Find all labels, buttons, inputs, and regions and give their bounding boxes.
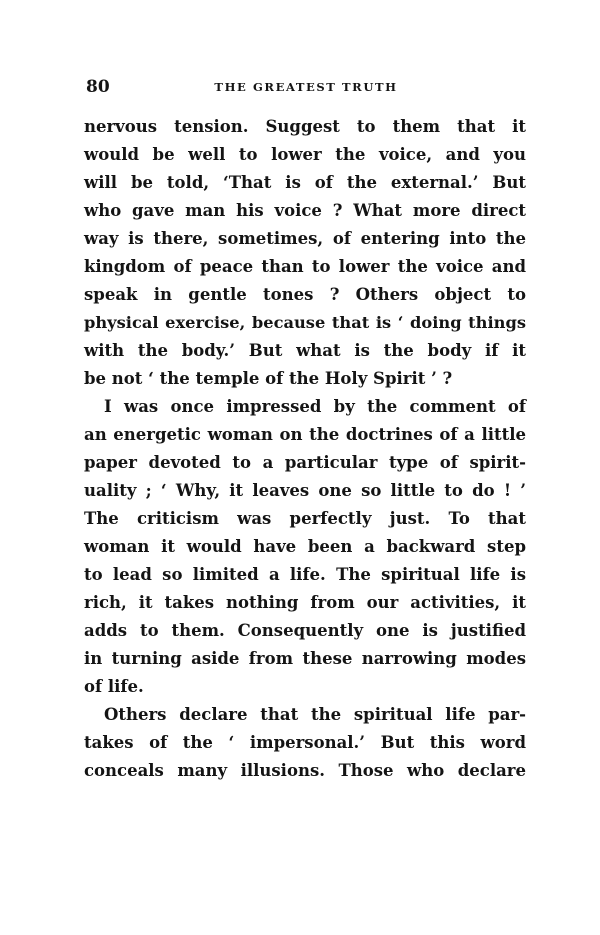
- body-text: [84, 113, 526, 785]
- text-line: woman it would have been a backward step: [84, 537, 526, 556]
- text-line: of life.: [84, 677, 144, 696]
- text-line: physical exercise, because that is ‘ doing things: [84, 313, 526, 332]
- text-line: way is there, sometimes, of entering into the: [84, 229, 526, 248]
- text-line: who gave man his voice ? What more direct: [84, 201, 526, 220]
- text-line: adds to them. Consequently one is justified: [84, 621, 526, 640]
- text-line: Others declare that the spiritual life par-: [104, 705, 526, 724]
- text-line: will be told, ‘That is of the external.’ But: [84, 173, 526, 192]
- paragraph: [84, 701, 526, 785]
- text-line: would be well to lower the voice, and you: [84, 145, 526, 164]
- text-line: uality ; ‘ Why, it leaves one so little to do ! ’: [84, 481, 526, 500]
- paragraph: [84, 393, 526, 701]
- running-head: [86, 76, 526, 100]
- text-line: conceals many illusions. Those who declare: [84, 761, 526, 780]
- page-number: 80: [86, 77, 110, 97]
- text-line: an energetic woman on the doctrines of a little: [84, 425, 526, 444]
- text-line: kingdom of peace than to lower the voice and: [84, 257, 526, 276]
- text-line: rich, it takes nothing from our activities, it: [84, 593, 526, 612]
- text-line: with the body.’ But what is the body if it: [84, 341, 526, 360]
- text-line: The criticism was perfectly just. To that: [84, 509, 526, 528]
- text-line: in turning aside from these narrowing modes: [84, 649, 526, 668]
- text-line: to lead so limited a life. The spiritual life is: [84, 565, 526, 584]
- text-line: nervous tension. Suggest to them that it: [84, 117, 526, 136]
- paragraph: [84, 113, 526, 393]
- text-line: be not ‘ the temple of the Holy Spirit ’ ?: [84, 369, 453, 388]
- text-line: speak in gentle tones ? Others object to: [84, 285, 526, 304]
- running-title: THE GREATEST TRUTH: [214, 80, 398, 94]
- text-line: paper devoted to a particular type of spirit-: [84, 453, 526, 472]
- text-line: I was once impressed by the comment of: [104, 397, 526, 416]
- text-line: takes of the ‘ impersonal.’ But this word: [84, 733, 526, 752]
